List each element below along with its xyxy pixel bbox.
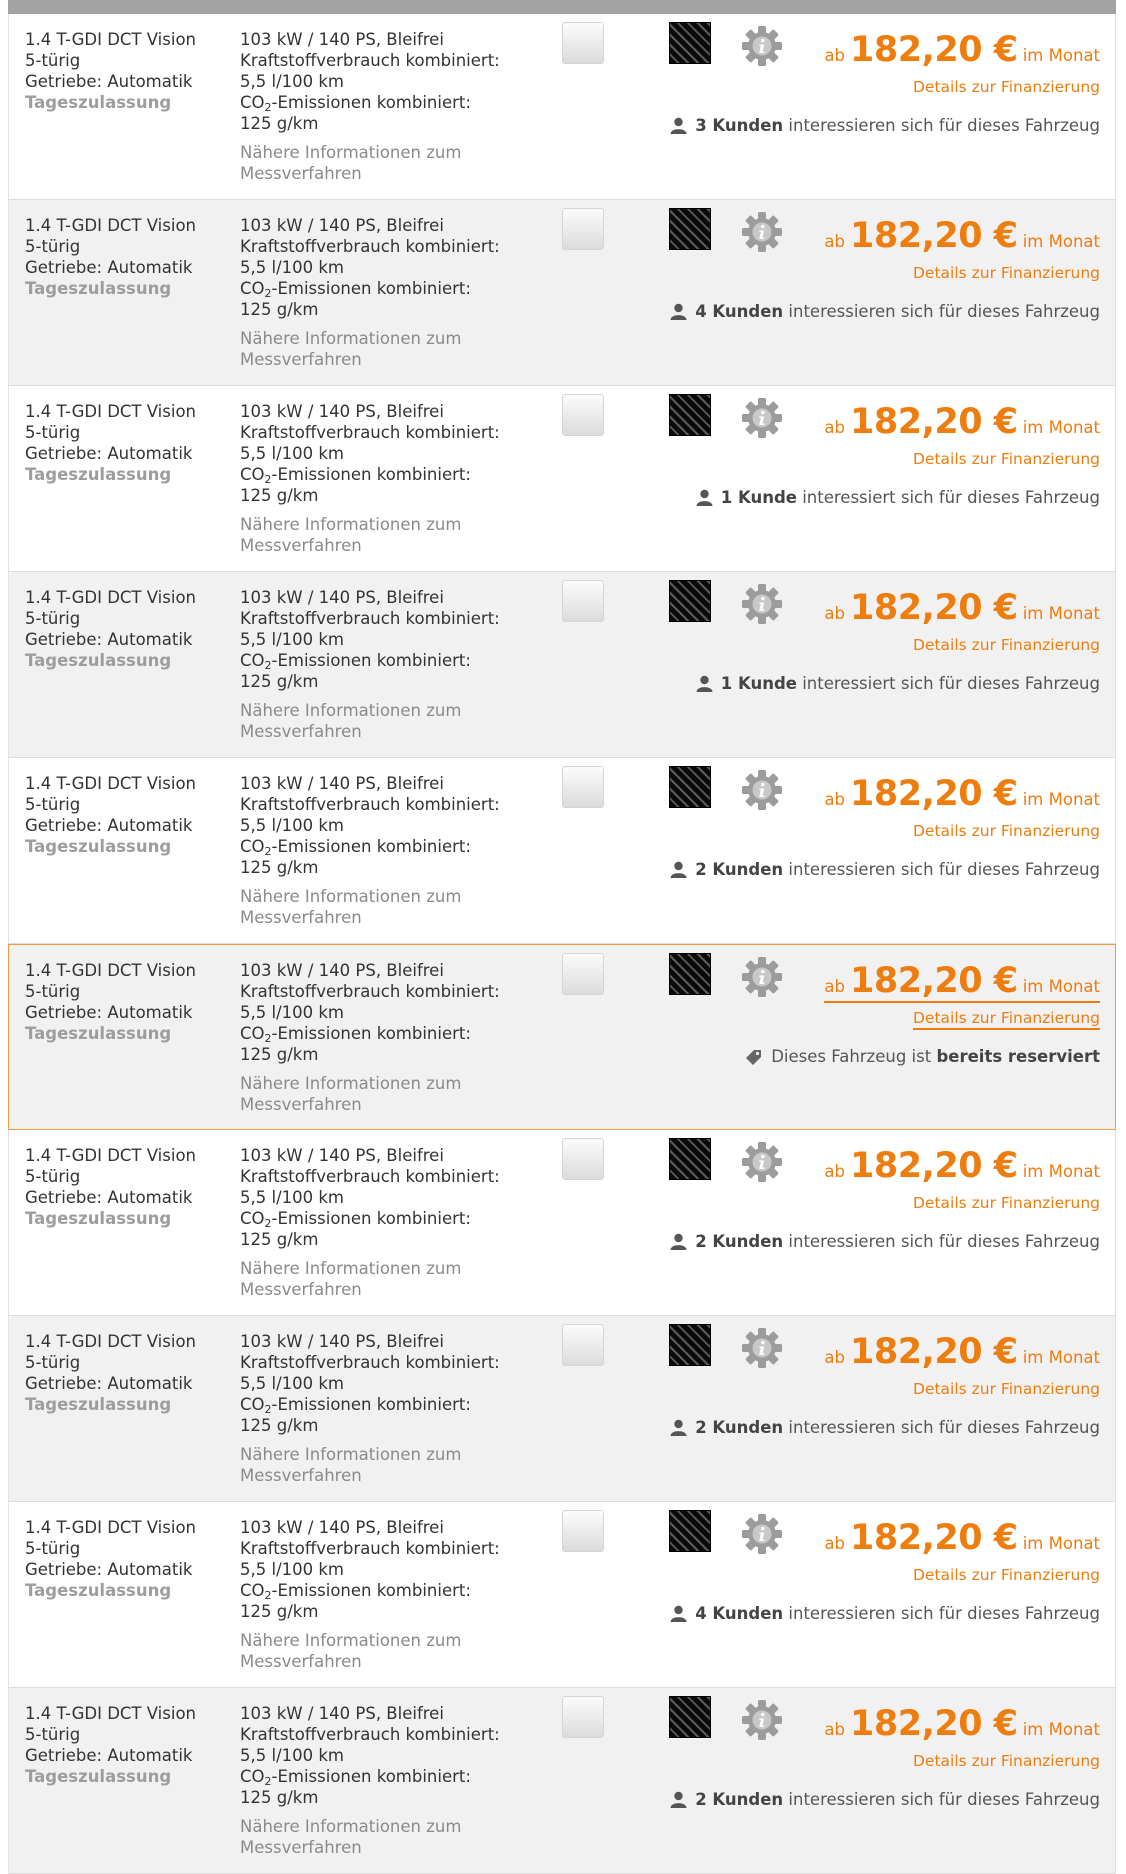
co2-value: 125 g/km xyxy=(240,114,319,133)
measurement-info-link[interactable]: Nähere Informationen zum Messverfahren xyxy=(240,1631,462,1671)
vehicle-row[interactable] xyxy=(8,572,1116,758)
vehicle-model[interactable]: 1.4 T-GDI DCT Vision xyxy=(25,588,197,607)
vehicle-model[interactable]: 1.4 T-GDI DCT Vision xyxy=(25,1704,197,1723)
registration-type: Tageszulassung xyxy=(25,1024,172,1043)
co2-label: $CO_2$-Emissionen kombiniert: xyxy=(240,1209,471,1230)
vehicle-row[interactable] xyxy=(8,14,1116,200)
vehicle-gearbox: Getriebe: Automatik xyxy=(25,1188,193,1207)
co2-value: 125 g/km xyxy=(240,1045,319,1064)
financing-details-link[interactable]: Details zur Finanzierung xyxy=(913,1194,1100,1212)
consumption-label: Kraftstoffverbrauch kombiniert: xyxy=(240,609,500,628)
measurement-info-link[interactable]: Nähere Informationen zum Messverfahren xyxy=(240,1817,462,1857)
price-suffix: im Monat xyxy=(1022,1162,1100,1181)
vehicle-gearbox: Getriebe: Automatik xyxy=(25,72,193,91)
price-suffix: im Monat xyxy=(1022,977,1100,996)
gear-info-icon[interactable] xyxy=(740,1326,784,1370)
financing-details-link[interactable]: Details zur Finanzierung xyxy=(913,822,1100,840)
interest-count xyxy=(670,116,1100,135)
vehicle-specs xyxy=(240,587,540,742)
interest-verb: interessieren sich xyxy=(788,116,934,135)
vehicle-gearbox: Getriebe: Automatik xyxy=(25,630,193,649)
power-spec: 103 kW / 140 PS, Bleifrei xyxy=(240,961,444,980)
gear-info-icon[interactable] xyxy=(740,210,784,254)
person-icon xyxy=(696,489,713,506)
paint-color-swatch xyxy=(669,22,711,64)
vehicle-model[interactable]: 1.4 T-GDI DCT Vision xyxy=(25,961,197,980)
vehicle-title-block xyxy=(25,773,230,857)
person-icon xyxy=(670,1605,687,1622)
registration-type: Tageszulassung xyxy=(25,279,172,298)
co2-label: $CO_2$-Emissionen kombiniert: xyxy=(240,93,471,114)
co2-label: $CO_2$-Emissionen kombiniert: xyxy=(240,1767,471,1788)
paint-color-swatch xyxy=(669,766,711,808)
vehicle-gearbox: Getriebe: Automatik xyxy=(25,1374,193,1393)
person-icon xyxy=(670,117,687,134)
co2-label: $CO_2$-Emissionen kombiniert: xyxy=(240,837,471,858)
measurement-info-link[interactable]: Nähere Informationen zum Messverfahren xyxy=(240,887,462,927)
price-amount: 182,20 € xyxy=(850,30,1018,70)
gear-info-icon[interactable] xyxy=(740,1512,784,1556)
financing-details-link[interactable]: Details zur Finanzierung xyxy=(913,1380,1100,1398)
monthly-price[interactable] xyxy=(824,30,1100,70)
vehicle-specs xyxy=(240,960,540,1115)
price-prefix: ab xyxy=(824,977,845,996)
paint-color-swatch xyxy=(669,394,711,436)
interest-count-label: 2 Kunden xyxy=(695,1418,784,1437)
vehicle-title-block xyxy=(25,587,230,671)
interest-count-label: 3 Kunden xyxy=(695,116,784,135)
vehicle-doors: 5-türig xyxy=(25,1353,81,1372)
vehicle-specs xyxy=(240,29,540,184)
reserved-label: bereits reserviert xyxy=(936,1047,1100,1066)
vehicle-specs xyxy=(240,401,540,556)
financing-details-link[interactable]: Details zur Finanzierung xyxy=(913,636,1100,654)
tag-icon xyxy=(745,1048,763,1065)
compare-checkbox[interactable] xyxy=(562,953,604,995)
registration-type: Tageszulassung xyxy=(25,651,172,670)
person-icon xyxy=(670,1233,687,1250)
person-icon xyxy=(696,675,713,692)
co2-value: 125 g/km xyxy=(240,858,319,877)
reserved-prefix: Dieses Fahrzeug ist xyxy=(771,1047,932,1066)
vehicle-doors: 5-türig xyxy=(25,51,81,70)
consumption-label: Kraftstoffverbrauch kombiniert: xyxy=(240,237,500,256)
interest-suffix: für dieses Fahrzeug xyxy=(938,116,1100,135)
price-amount: 182,20 € xyxy=(850,1704,1018,1744)
monthly-price[interactable] xyxy=(824,1704,1100,1744)
consumption-label: Kraftstoffverbrauch kombiniert: xyxy=(240,1353,500,1372)
vehicle-title-block xyxy=(25,29,230,113)
monthly-price[interactable] xyxy=(824,961,1100,1003)
measurement-info-link[interactable]: Nähere Informationen zum Messverfahren xyxy=(240,1445,462,1485)
monthly-price[interactable] xyxy=(824,402,1100,442)
interest-count-label: 2 Kunden xyxy=(695,1790,784,1809)
price-suffix: im Monat xyxy=(1022,232,1100,251)
vehicle-specs xyxy=(240,1145,540,1300)
interest-count xyxy=(696,674,1100,693)
registration-type: Tageszulassung xyxy=(25,1209,172,1228)
interest-count xyxy=(670,302,1100,321)
gear-info-icon[interactable] xyxy=(740,1140,784,1184)
vehicle-title-block xyxy=(25,215,230,299)
interest-count-label: 4 Kunden xyxy=(695,302,784,321)
monthly-price[interactable] xyxy=(824,1332,1100,1372)
vehicle-model[interactable]: 1.4 T-GDI DCT Vision xyxy=(25,402,197,421)
price-amount: 182,20 € xyxy=(850,402,1018,442)
vehicle-title-block xyxy=(25,1703,230,1787)
financing-details-link[interactable]: Details zur Finanzierung xyxy=(913,1752,1100,1770)
paint-color-swatch xyxy=(669,580,711,622)
vehicle-row[interactable] xyxy=(8,200,1116,386)
price-prefix: ab xyxy=(824,418,845,437)
vehicle-row[interactable] xyxy=(8,1502,1116,1688)
co2-value: 125 g/km xyxy=(240,486,319,505)
vehicle-specs xyxy=(240,773,540,928)
consumption-value: 5,5 l/100 km xyxy=(240,630,344,649)
vehicle-doors: 5-türig xyxy=(25,982,81,1001)
interest-count-label: 4 Kunden xyxy=(695,1604,784,1623)
vehicle-title-block xyxy=(25,1517,230,1601)
vehicle-row[interactable] xyxy=(8,1130,1116,1316)
financing-details-link[interactable]: Details zur Finanzierung xyxy=(913,450,1100,468)
vehicle-specs xyxy=(240,215,540,370)
price-prefix: ab xyxy=(824,1720,845,1739)
price-prefix: ab xyxy=(824,1162,845,1181)
co2-value: 125 g/km xyxy=(240,1230,319,1249)
vehicle-gearbox: Getriebe: Automatik xyxy=(25,816,193,835)
paint-color-swatch xyxy=(669,208,711,250)
vehicle-doors: 5-türig xyxy=(25,1539,81,1558)
interest-suffix: für dieses Fahrzeug xyxy=(938,1790,1100,1809)
reserved-status xyxy=(745,1047,1100,1066)
co2-label: $CO_2$-Emissionen kombiniert: xyxy=(240,1581,471,1602)
vehicle-model[interactable]: 1.4 T-GDI DCT Vision xyxy=(25,1146,197,1165)
paint-color-swatch xyxy=(669,1324,711,1366)
interest-verb: interessieren sich xyxy=(788,1604,934,1623)
co2-label: $CO_2$-Emissionen kombiniert: xyxy=(240,651,471,672)
monthly-price[interactable] xyxy=(824,774,1100,814)
price-suffix: im Monat xyxy=(1022,790,1100,809)
co2-value: 125 g/km xyxy=(240,1788,319,1807)
price-suffix: im Monat xyxy=(1022,1348,1100,1367)
price-suffix: im Monat xyxy=(1022,418,1100,437)
interest-verb: interessieren sich xyxy=(788,302,934,321)
interest-count xyxy=(670,1604,1100,1623)
consumption-label: Kraftstoffverbrauch kombiniert: xyxy=(240,982,500,1001)
consumption-label: Kraftstoffverbrauch kombiniert: xyxy=(240,51,500,70)
compare-checkbox[interactable] xyxy=(562,208,604,250)
consumption-value: 5,5 l/100 km xyxy=(240,1003,344,1022)
price-amount: 182,20 € xyxy=(850,1332,1018,1372)
vehicle-model[interactable]: 1.4 T-GDI DCT Vision xyxy=(25,30,197,49)
consumption-value: 5,5 l/100 km xyxy=(240,1188,344,1207)
interest-count xyxy=(670,1790,1100,1809)
interest-count xyxy=(670,860,1100,879)
vehicle-doors: 5-türig xyxy=(25,423,81,442)
vehicle-gearbox: Getriebe: Automatik xyxy=(25,258,193,277)
price-prefix: ab xyxy=(824,1348,845,1367)
interest-suffix: für dieses Fahrzeug xyxy=(938,1604,1100,1623)
price-prefix: ab xyxy=(824,604,845,623)
monthly-price[interactable] xyxy=(824,216,1100,256)
registration-type: Tageszulassung xyxy=(25,93,172,112)
measurement-info-link[interactable]: Nähere Informationen zum Messverfahren xyxy=(240,329,462,369)
interest-suffix: für dieses Fahrzeug xyxy=(938,674,1100,693)
vehicle-doors: 5-türig xyxy=(25,237,81,256)
interest-suffix: für dieses Fahrzeug xyxy=(938,488,1100,507)
consumption-value: 5,5 l/100 km xyxy=(240,1374,344,1393)
price-amount: 182,20 € xyxy=(850,774,1018,814)
vehicle-gearbox: Getriebe: Automatik xyxy=(25,1003,193,1022)
power-spec: 103 kW / 140 PS, Bleifrei xyxy=(240,588,444,607)
consumption-value: 5,5 l/100 km xyxy=(240,258,344,277)
monthly-price[interactable] xyxy=(824,1518,1100,1558)
vehicle-doors: 5-türig xyxy=(25,1167,81,1186)
paint-color-swatch xyxy=(669,1138,711,1180)
vehicle-list xyxy=(8,14,1116,1874)
vehicle-row[interactable] xyxy=(8,758,1116,944)
consumption-label: Kraftstoffverbrauch kombiniert: xyxy=(240,1725,500,1744)
co2-value: 125 g/km xyxy=(240,1416,319,1435)
interest-suffix: für dieses Fahrzeug xyxy=(938,1232,1100,1251)
vehicle-specs xyxy=(240,1703,540,1858)
co2-label: $CO_2$-Emissionen kombiniert: xyxy=(240,279,471,300)
compare-checkbox[interactable] xyxy=(562,580,604,622)
vehicle-specs xyxy=(240,1517,540,1672)
interest-suffix: für dieses Fahrzeug xyxy=(938,860,1100,879)
power-spec: 103 kW / 140 PS, Bleifrei xyxy=(240,216,444,235)
person-icon xyxy=(670,303,687,320)
vehicle-gearbox: Getriebe: Automatik xyxy=(25,444,193,463)
vehicle-model[interactable]: 1.4 T-GDI DCT Vision xyxy=(25,1518,197,1537)
registration-type: Tageszulassung xyxy=(25,465,172,484)
gear-info-icon[interactable] xyxy=(740,396,784,440)
price-prefix: ab xyxy=(824,232,845,251)
person-icon xyxy=(670,1419,687,1436)
consumption-label: Kraftstoffverbrauch kombiniert: xyxy=(240,423,500,442)
consumption-label: Kraftstoffverbrauch kombiniert: xyxy=(240,1167,500,1186)
interest-verb: interessieren sich xyxy=(788,1418,934,1437)
power-spec: 103 kW / 140 PS, Bleifrei xyxy=(240,30,444,49)
interest-verb: interessiert sich xyxy=(802,674,934,693)
consumption-value: 5,5 l/100 km xyxy=(240,1560,344,1579)
gear-info-icon[interactable] xyxy=(740,955,784,999)
vehicle-title-block xyxy=(25,960,230,1044)
interest-count-label: 1 Kunde xyxy=(720,674,797,693)
interest-count xyxy=(670,1232,1100,1251)
co2-label: $CO_2$-Emissionen kombiniert: xyxy=(240,465,471,486)
measurement-info-link[interactable]: Nähere Informationen zum Messverfahren xyxy=(240,143,462,183)
vehicle-doors: 5-türig xyxy=(25,795,81,814)
compare-checkbox[interactable] xyxy=(562,1696,604,1738)
consumption-value: 5,5 l/100 km xyxy=(240,816,344,835)
compare-checkbox[interactable] xyxy=(562,1510,604,1552)
monthly-price[interactable] xyxy=(824,1146,1100,1186)
co2-label: $CO_2$-Emissionen kombiniert: xyxy=(240,1024,471,1045)
vehicle-title-block xyxy=(25,401,230,485)
power-spec: 103 kW / 140 PS, Bleifrei xyxy=(240,1704,444,1723)
interest-count-label: 2 Kunden xyxy=(695,860,784,879)
financing-details-link[interactable]: Details zur Finanzierung xyxy=(913,1009,1100,1030)
price-prefix: ab xyxy=(824,46,845,65)
co2-value: 125 g/km xyxy=(240,1602,319,1621)
compare-checkbox[interactable] xyxy=(562,766,604,808)
table-header-bar xyxy=(8,0,1116,14)
vehicle-model[interactable]: 1.4 T-GDI DCT Vision xyxy=(25,1332,197,1351)
interest-suffix: für dieses Fahrzeug xyxy=(938,1418,1100,1437)
measurement-info-link[interactable]: Nähere Informationen zum Messverfahren xyxy=(240,1259,462,1299)
person-icon xyxy=(670,861,687,878)
vehicle-gearbox: Getriebe: Automatik xyxy=(25,1560,193,1579)
compare-checkbox[interactable] xyxy=(562,394,604,436)
consumption-value: 5,5 l/100 km xyxy=(240,444,344,463)
interest-count xyxy=(696,488,1100,507)
paint-color-swatch xyxy=(669,1510,711,1552)
price-amount: 182,20 € xyxy=(850,216,1018,256)
co2-label: $CO_2$-Emissionen kombiniert: xyxy=(240,1395,471,1416)
price-amount: 182,20 € xyxy=(850,961,1018,1001)
vehicle-row[interactable] xyxy=(8,1316,1116,1502)
interest-verb: interessiert sich xyxy=(802,488,934,507)
power-spec: 103 kW / 140 PS, Bleifrei xyxy=(240,402,444,421)
financing-details-link[interactable]: Details zur Finanzierung xyxy=(913,78,1100,96)
power-spec: 103 kW / 140 PS, Bleifrei xyxy=(240,1146,444,1165)
gear-info-icon[interactable] xyxy=(740,582,784,626)
gear-info-icon[interactable] xyxy=(740,24,784,68)
registration-type: Tageszulassung xyxy=(25,1581,172,1600)
vehicle-row[interactable] xyxy=(8,944,1116,1130)
compare-checkbox[interactable] xyxy=(562,1324,604,1366)
financing-details-link[interactable]: Details zur Finanzierung xyxy=(913,1566,1100,1584)
interest-suffix: für dieses Fahrzeug xyxy=(938,302,1100,321)
gear-info-icon[interactable] xyxy=(740,768,784,812)
monthly-price[interactable] xyxy=(824,588,1100,628)
gear-info-icon[interactable] xyxy=(740,1698,784,1742)
price-suffix: im Monat xyxy=(1022,46,1100,65)
interest-verb: interessieren sich xyxy=(788,860,934,879)
paint-color-swatch xyxy=(669,953,711,995)
interest-verb: interessieren sich xyxy=(788,1790,934,1809)
registration-type: Tageszulassung xyxy=(25,1395,172,1414)
price-prefix: ab xyxy=(824,790,845,809)
price-amount: 182,20 € xyxy=(850,588,1018,628)
interest-count xyxy=(670,1418,1100,1437)
price-suffix: im Monat xyxy=(1022,1534,1100,1553)
consumption-label: Kraftstoffverbrauch kombiniert: xyxy=(240,795,500,814)
vehicle-specs xyxy=(240,1331,540,1486)
financing-details-link[interactable]: Details zur Finanzierung xyxy=(913,264,1100,282)
vehicle-title-block xyxy=(25,1145,230,1229)
paint-color-swatch xyxy=(669,1696,711,1738)
vehicle-doors: 5-türig xyxy=(25,1725,81,1744)
compare-checkbox[interactable] xyxy=(562,1138,604,1180)
power-spec: 103 kW / 140 PS, Bleifrei xyxy=(240,1518,444,1537)
vehicle-gearbox: Getriebe: Automatik xyxy=(25,1746,193,1765)
vehicle-doors: 5-türig xyxy=(25,609,81,628)
measurement-info-link[interactable]: Nähere Informationen zum Messverfahren xyxy=(240,1074,462,1114)
person-icon xyxy=(670,1791,687,1808)
consumption-value: 5,5 l/100 km xyxy=(240,72,344,91)
vehicle-model[interactable]: 1.4 T-GDI DCT Vision xyxy=(25,774,197,793)
vehicle-row[interactable] xyxy=(8,386,1116,572)
price-amount: 182,20 € xyxy=(850,1518,1018,1558)
price-suffix: im Monat xyxy=(1022,1720,1100,1739)
compare-checkbox[interactable] xyxy=(562,22,604,64)
registration-type: Tageszulassung xyxy=(25,837,172,856)
consumption-value: 5,5 l/100 km xyxy=(240,1746,344,1765)
co2-value: 125 g/km xyxy=(240,300,319,319)
price-amount: 182,20 € xyxy=(850,1146,1018,1186)
co2-value: 125 g/km xyxy=(240,672,319,691)
power-spec: 103 kW / 140 PS, Bleifrei xyxy=(240,1332,444,1351)
registration-type: Tageszulassung xyxy=(25,1767,172,1786)
price-prefix: ab xyxy=(824,1534,845,1553)
power-spec: 103 kW / 140 PS, Bleifrei xyxy=(240,774,444,793)
price-suffix: im Monat xyxy=(1022,604,1100,623)
vehicle-title-block xyxy=(25,1331,230,1415)
interest-count-label: 1 Kunde xyxy=(720,488,797,507)
vehicle-row[interactable] xyxy=(8,1688,1116,1874)
measurement-info-link[interactable]: Nähere Informationen zum Messverfahren xyxy=(240,515,462,555)
vehicle-model[interactable]: 1.4 T-GDI DCT Vision xyxy=(25,216,197,235)
consumption-label: Kraftstoffverbrauch kombiniert: xyxy=(240,1539,500,1558)
measurement-info-link[interactable]: Nähere Informationen zum Messverfahren xyxy=(240,701,462,741)
interest-count-label: 2 Kunden xyxy=(695,1232,784,1251)
interest-verb: interessieren sich xyxy=(788,1232,934,1251)
